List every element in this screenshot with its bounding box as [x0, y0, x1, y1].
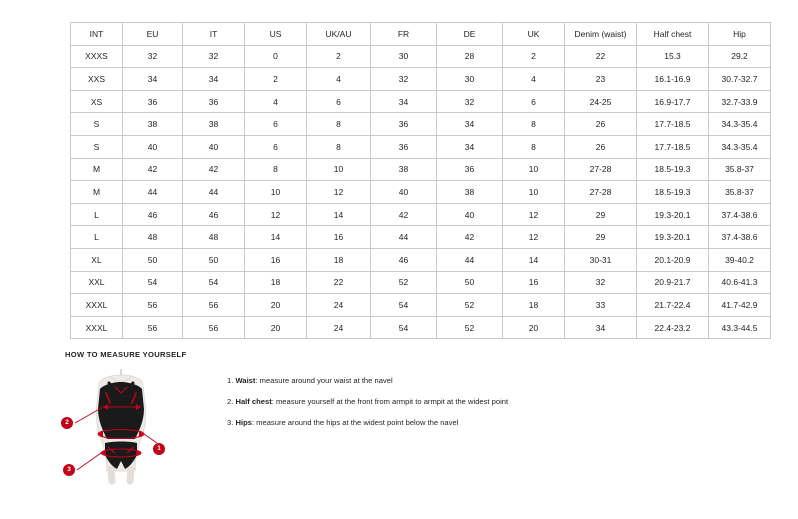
cell-it: 56	[183, 316, 245, 339]
column-header-fr: FR	[371, 23, 437, 46]
cell-uk-au: 18	[307, 248, 371, 271]
cell-uk: 8	[503, 113, 565, 136]
cell-us: 16	[245, 248, 307, 271]
cell-uk: 16	[503, 271, 565, 294]
cell-uk: 8	[503, 135, 565, 158]
cell-uk-au: 24	[307, 294, 371, 317]
cell-de: 30	[437, 68, 503, 91]
cell-int: XXL	[71, 271, 123, 294]
size-table-head	[71, 23, 771, 46]
note-hips	[227, 417, 508, 428]
cell-hip: 37.4-38.6	[709, 226, 771, 249]
cell-uk-au: 24	[307, 316, 371, 339]
cell-us: 12	[245, 203, 307, 226]
cell-us: 20	[245, 294, 307, 317]
cell-eu: 50	[123, 248, 183, 271]
cell-uk: 10	[503, 181, 565, 204]
cell-us: 6	[245, 113, 307, 136]
cell-it: 36	[183, 90, 245, 113]
size-table-body	[71, 45, 771, 339]
cell-half-chest: 16.9-17.7	[637, 90, 709, 113]
cell-us: 18	[245, 271, 307, 294]
table-row	[71, 181, 771, 204]
cell-denim-waist: 23	[565, 68, 637, 91]
cell-eu: 38	[123, 113, 183, 136]
cell-int: XXXL	[71, 294, 123, 317]
badge-half-chest: 2	[61, 417, 73, 429]
how-to-measure-section	[65, 350, 765, 494]
badge-hips: 3	[63, 464, 75, 476]
cell-uk-au: 4	[307, 68, 371, 91]
cell-fr: 36	[371, 113, 437, 136]
cell-it: 38	[183, 113, 245, 136]
note-waist-number: 1.	[227, 376, 234, 385]
cell-de: 52	[437, 294, 503, 317]
cell-us: 14	[245, 226, 307, 249]
cell-it: 46	[183, 203, 245, 226]
cell-de: 36	[437, 158, 503, 181]
cell-int: XL	[71, 248, 123, 271]
note-half-chest-text: : measure yourself at the front from armpit to armpit at the widest point	[271, 397, 509, 406]
cell-uk-au: 8	[307, 135, 371, 158]
cell-half-chest: 16.1-16.9	[637, 68, 709, 91]
cell-uk-au: 22	[307, 271, 371, 294]
cell-us: 2	[245, 68, 307, 91]
column-header-de: DE	[437, 23, 503, 46]
cell-uk: 12	[503, 226, 565, 249]
cell-half-chest: 17.7-18.5	[637, 135, 709, 158]
cell-fr: 52	[371, 271, 437, 294]
table-row	[71, 316, 771, 339]
cell-half-chest: 19.3-20.1	[637, 226, 709, 249]
cell-de: 52	[437, 316, 503, 339]
cell-us: 0	[245, 45, 307, 68]
cell-fr: 54	[371, 316, 437, 339]
cell-eu: 56	[123, 316, 183, 339]
cell-half-chest: 18.5-19.3	[637, 181, 709, 204]
cell-us: 20	[245, 316, 307, 339]
table-row	[71, 226, 771, 249]
cell-denim-waist: 24-25	[565, 90, 637, 113]
cell-half-chest: 19.3-20.1	[637, 203, 709, 226]
column-header-hip: Hip	[709, 23, 771, 46]
cell-it: 32	[183, 45, 245, 68]
cell-de: 38	[437, 181, 503, 204]
cell-eu: 34	[123, 68, 183, 91]
cell-fr: 40	[371, 181, 437, 204]
table-row	[71, 135, 771, 158]
cell-de: 32	[437, 90, 503, 113]
mannequin-figure	[65, 369, 185, 494]
cell-half-chest: 17.7-18.5	[637, 113, 709, 136]
cell-fr: 46	[371, 248, 437, 271]
column-header-uk-au: UK/AU	[307, 23, 371, 46]
cell-hip: 34.3-35.4	[709, 135, 771, 158]
cell-uk-au: 10	[307, 158, 371, 181]
badge-waist: 1	[153, 443, 165, 455]
note-waist-text: : measure around your waist at the navel	[255, 376, 393, 385]
cell-uk: 12	[503, 203, 565, 226]
size-table	[70, 22, 771, 339]
cell-int: XXXS	[71, 45, 123, 68]
size-table-container	[70, 22, 758, 339]
cell-uk: 18	[503, 294, 565, 317]
cell-denim-waist: 32	[565, 271, 637, 294]
cell-it: 42	[183, 158, 245, 181]
cell-denim-waist: 26	[565, 113, 637, 136]
cell-int: XXS	[71, 68, 123, 91]
cell-it: 50	[183, 248, 245, 271]
note-hips-term: Hips	[235, 418, 252, 427]
cell-uk-au: 12	[307, 181, 371, 204]
cell-uk-au: 6	[307, 90, 371, 113]
cell-de: 50	[437, 271, 503, 294]
cell-hip: 43.3-44.5	[709, 316, 771, 339]
cell-de: 42	[437, 226, 503, 249]
cell-us: 6	[245, 135, 307, 158]
cell-denim-waist: 30-31	[565, 248, 637, 271]
cell-fr: 42	[371, 203, 437, 226]
cell-int: M	[71, 158, 123, 181]
cell-de: 40	[437, 203, 503, 226]
table-row	[71, 203, 771, 226]
cell-uk: 20	[503, 316, 565, 339]
cell-de: 34	[437, 135, 503, 158]
table-row	[71, 248, 771, 271]
cell-uk: 2	[503, 45, 565, 68]
cell-it: 34	[183, 68, 245, 91]
note-half-chest-term: Half chest	[235, 397, 272, 406]
cell-hip: 41.7-42.9	[709, 294, 771, 317]
cell-denim-waist: 34	[565, 316, 637, 339]
table-header-row	[71, 23, 771, 46]
cell-denim-waist: 22	[565, 45, 637, 68]
cell-eu: 46	[123, 203, 183, 226]
cell-hip: 35.8-37	[709, 181, 771, 204]
cell-uk-au: 14	[307, 203, 371, 226]
measure-notes	[227, 375, 508, 438]
cell-eu: 56	[123, 294, 183, 317]
cell-uk-au: 2	[307, 45, 371, 68]
cell-hip: 34.3-35.4	[709, 113, 771, 136]
cell-uk-au: 16	[307, 226, 371, 249]
cell-eu: 32	[123, 45, 183, 68]
cell-eu: 48	[123, 226, 183, 249]
cell-fr: 34	[371, 90, 437, 113]
cell-half-chest: 18.5-19.3	[637, 158, 709, 181]
cell-us: 4	[245, 90, 307, 113]
cell-hip: 40.6-41.3	[709, 271, 771, 294]
cell-denim-waist: 27-28	[565, 158, 637, 181]
cell-half-chest: 22.4-23.2	[637, 316, 709, 339]
column-header-half-chest: Half chest	[637, 23, 709, 46]
cell-uk: 6	[503, 90, 565, 113]
table-row	[71, 45, 771, 68]
cell-de: 34	[437, 113, 503, 136]
note-half-chest-number: 2.	[227, 397, 234, 406]
cell-eu: 54	[123, 271, 183, 294]
cell-hip: 37.4-38.6	[709, 203, 771, 226]
cell-uk-au: 8	[307, 113, 371, 136]
table-row	[71, 158, 771, 181]
cell-fr: 32	[371, 68, 437, 91]
cell-half-chest: 21.7-22.4	[637, 294, 709, 317]
mannequin-illustration	[65, 369, 185, 494]
cell-int: L	[71, 226, 123, 249]
cell-int: S	[71, 135, 123, 158]
cell-de: 44	[437, 248, 503, 271]
cell-uk: 10	[503, 158, 565, 181]
cell-it: 54	[183, 271, 245, 294]
column-header-denim-waist: Denim (waist)	[565, 23, 637, 46]
cell-denim-waist: 33	[565, 294, 637, 317]
cell-uk: 4	[503, 68, 565, 91]
cell-eu: 36	[123, 90, 183, 113]
table-row	[71, 113, 771, 136]
cell-fr: 30	[371, 45, 437, 68]
how-to-measure-body	[65, 369, 765, 494]
cell-fr: 36	[371, 135, 437, 158]
cell-hip: 35.8-37	[709, 158, 771, 181]
cell-int: L	[71, 203, 123, 226]
note-waist	[227, 375, 508, 386]
cell-it: 40	[183, 135, 245, 158]
cell-fr: 38	[371, 158, 437, 181]
cell-eu: 40	[123, 135, 183, 158]
cell-us: 10	[245, 181, 307, 204]
cell-hip: 32.7-33.9	[709, 90, 771, 113]
cell-int: XXXL	[71, 316, 123, 339]
note-hips-number: 3.	[227, 418, 234, 427]
cell-denim-waist: 29	[565, 226, 637, 249]
column-header-it: IT	[183, 23, 245, 46]
table-row	[71, 68, 771, 91]
cell-half-chest: 15.3	[637, 45, 709, 68]
cell-denim-waist: 26	[565, 135, 637, 158]
cell-half-chest: 20.1-20.9	[637, 248, 709, 271]
cell-hip: 29.2	[709, 45, 771, 68]
cell-eu: 44	[123, 181, 183, 204]
table-row	[71, 90, 771, 113]
cell-it: 56	[183, 294, 245, 317]
cell-int: XS	[71, 90, 123, 113]
cell-int: M	[71, 181, 123, 204]
how-to-measure-title: HOW TO MEASURE YOURSELF	[65, 350, 187, 359]
cell-half-chest: 20.9-21.7	[637, 271, 709, 294]
table-row	[71, 294, 771, 317]
cell-it: 48	[183, 226, 245, 249]
table-row	[71, 271, 771, 294]
column-header-uk: UK	[503, 23, 565, 46]
cell-us: 8	[245, 158, 307, 181]
cell-fr: 44	[371, 226, 437, 249]
cell-uk: 14	[503, 248, 565, 271]
cell-hip: 39-40.2	[709, 248, 771, 271]
cell-it: 44	[183, 181, 245, 204]
column-header-us: US	[245, 23, 307, 46]
column-header-eu: EU	[123, 23, 183, 46]
column-header-int: INT	[71, 23, 123, 46]
note-hips-text: : measure around the hips at the widest point below the navel	[251, 418, 459, 427]
cell-fr: 54	[371, 294, 437, 317]
cell-hip: 30.7-32.7	[709, 68, 771, 91]
cell-denim-waist: 27-28	[565, 181, 637, 204]
note-waist-term: Waist	[235, 376, 256, 385]
cell-eu: 42	[123, 158, 183, 181]
cell-denim-waist: 29	[565, 203, 637, 226]
note-half-chest	[227, 396, 508, 407]
cell-int: S	[71, 113, 123, 136]
cell-de: 28	[437, 45, 503, 68]
